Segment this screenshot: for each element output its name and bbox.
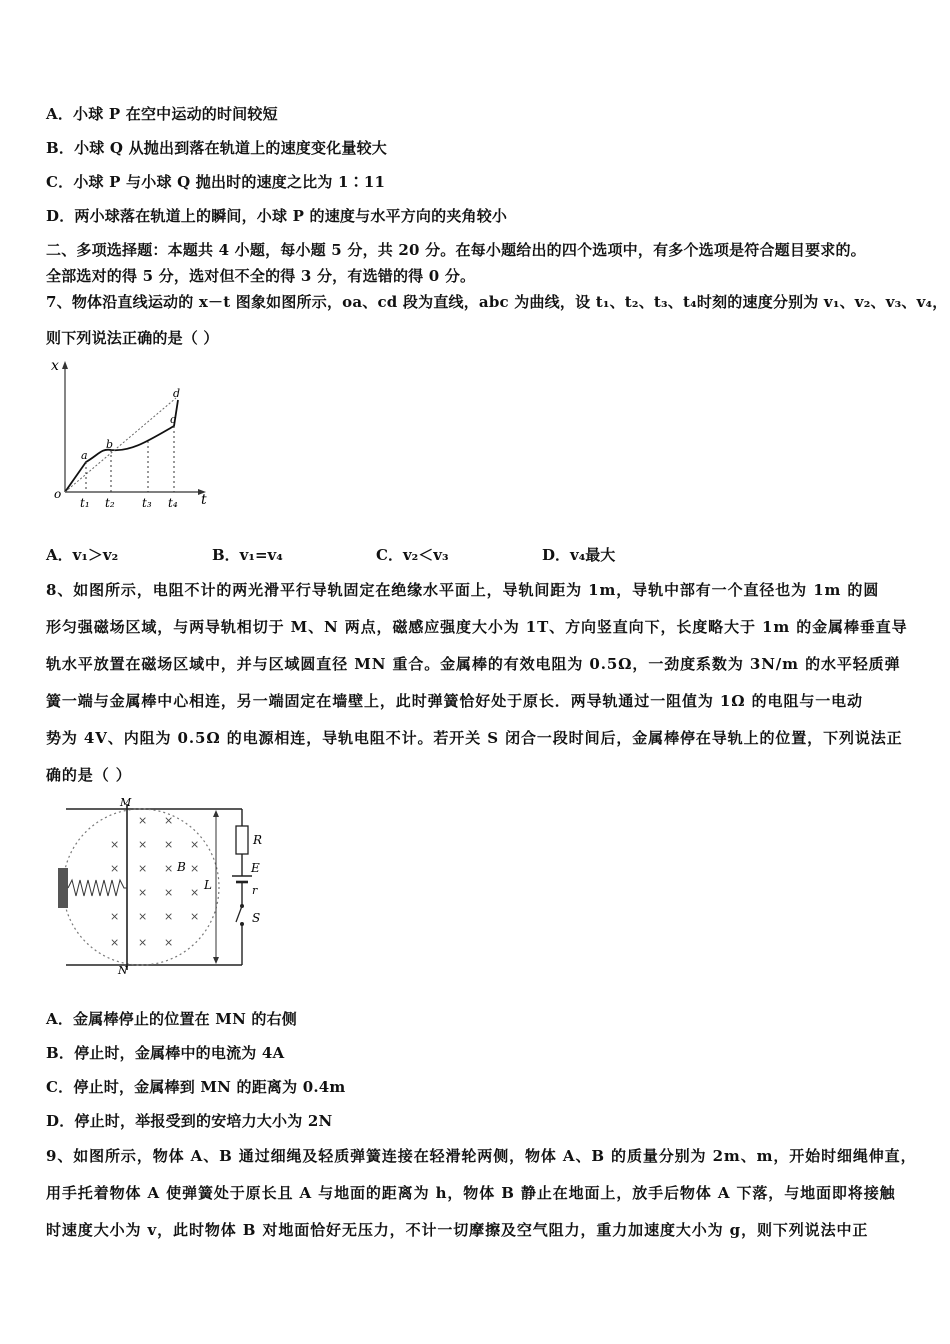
reference-line [65,398,176,492]
field-cross-2-2: × [164,862,174,875]
field-cross-0-4: × [110,910,120,923]
axis-label-x: x [51,358,59,374]
q8-stem-line-2: 形匀强磁场区域，与两导轨相切于 M、N 两点，磁感应强度大小为 1T、方向竖直向下，长度略大于 1m 的金属棒垂直导 [46,618,908,636]
field-cross-1-3: × [138,886,148,899]
label-m: M [120,796,132,809]
tick-t1-label: t₁ [80,496,90,510]
label-l: L [204,878,212,892]
point-a-label: a [81,449,88,462]
q7-option-b: B．v₁=v₄ [212,546,283,564]
label-s: S [252,911,261,925]
field-cross-2-5: × [164,936,174,949]
spring [68,880,127,896]
field-cross-3-4: × [190,910,200,923]
q8-stem-line-6: 确的是（ ） [46,766,132,784]
q6-option-a: A．小球 P 在空中运动的时间较短 [46,105,278,123]
origin-label: o [54,487,62,501]
axis-label-t: t [201,492,207,508]
q6-option-d: D．两小球落在轨道上的瞬间，小球 P 的速度与水平方向的夹角较小 [46,207,508,225]
field-cross-1-5: × [138,936,148,949]
field-cross-0-1: × [110,838,120,851]
section2-heading: 二、多项选择题：本题共 4 小题，每小题 5 分，共 20 分。在每小题给出的四个选项中，有多个选项是符合题目要求的。 [46,241,866,259]
field-cross-2-1: × [164,838,174,851]
label-internal-r: r [252,884,258,897]
field-cross-2-0: × [164,814,174,827]
point-b-label: b [106,438,114,451]
q8-stem-line-4: 簧一端与金属棒中心相连，另一端固定在墙壁上，此时弹簧恰好处于原长．两导轨通过一阻值为 1Ω 的电阻与一电动 [46,692,863,710]
q7-stem-line-1: 7、物体沿直线运动的 x－t 图象如图所示，oa、cd 段为直线，abc 为曲线，设 t₁、t₂、t₃、t₄时刻的速度分别为 v₁、v₂、v₃、v₄， [46,293,948,311]
q8-circuit-figure [46,796,276,976]
wall-block [58,868,68,908]
field-cross-1-1: × [138,838,148,851]
q7-stem-line-2: 则下列说法正确的是（ ） [46,329,219,347]
q9-stem-line-2: 用手托着物体 A 使弹簧处于原长且 A 与地面的距离为 h，物体 B 静止在地面上，放手后物体 A 下落，与地面即将接触 [46,1184,896,1202]
q7-option-a: A．v₁＞v₂ [46,546,119,564]
dimension-arrow-down [213,957,219,964]
field-cross-0-2: × [110,862,120,875]
q7-xt-graph [46,352,216,512]
q8-stem-line-5: 势为 4V、内阻为 0.5Ω 的电源相连，导轨电阻不计。若开关 S 闭合一段时间后，金属棒停在导轨上的位置，下列说法正 [46,729,903,747]
field-cross-1-0: × [138,814,148,827]
tick-t4-label: t₄ [168,496,178,510]
q7-option-d: D．v₄最大 [542,546,616,564]
q9-stem-line-1: 9、如图所示，物体 A、B 通过细绳及轻质弹簧连接在轻滑轮两侧，物体 A、B 的质量分别为 2m、m，开始时细绳伸直， [46,1147,917,1165]
tick-t2-label: t₂ [105,496,115,510]
q8-stem-line-3: 轨水平放置在磁场区域中，并与区域圆直径 MN 重合。金属棒的有效电阻为 0.5Ω，一劲度系数为 3N/m 的水平轻质弹 [46,655,901,673]
label-b: B [177,860,186,874]
section2-scoring: 全部选对的得 5 分，选对但不全的得 3 分，有选错的得 0 分。 [46,267,476,285]
resistor-r [236,826,248,854]
tick-t3-label: t₃ [142,496,152,510]
q8-stem-line-1: 8、如图所示，电阻不计的两光滑平行导轨固定在绝缘水平面上，导轨间距为 1m，导轨中部有一个直径也为 1m 的圆 [46,581,880,599]
field-cross-3-3: × [190,886,200,899]
q8-option-d: D．停止时，举报受到的安培力大小为 2N [46,1112,333,1130]
y-axis-arrow [62,361,68,369]
field-crosses [110,814,199,949]
q8-option-c: C．停止时，金属棒到 MN 的距离为 0.4m [46,1078,346,1096]
label-r: R [253,833,263,847]
q8-option-a: A．金属棒停止的位置在 MN 的右侧 [46,1010,297,1028]
q6-option-b: B．小球 Q 从抛出到落在轨道上的速度变化量较大 [46,139,387,157]
field-cross-3-2: × [190,862,200,875]
label-e: E [251,861,260,875]
field-cross-0-5: × [110,936,120,949]
point-c-label: c [170,413,177,426]
point-d-label: d [173,387,181,400]
label-n: N [118,964,128,976]
q9-stem-line-3: 时速度大小为 v，此时物体 B 对地面恰好无压力，不计一切摩擦及空气阻力，重力加速度大小为 g，则下列说法中正 [46,1221,869,1239]
field-cross-3-1: × [190,838,200,851]
q6-option-c: C．小球 P 与小球 Q 抛出时的速度之比为 1∶11 [46,173,386,191]
switch-blade [236,906,242,922]
dimension-arrow-up [213,810,219,817]
field-cross-2-4: × [164,910,174,923]
field-cross-1-4: × [138,910,148,923]
field-cross-1-2: × [138,862,148,875]
q7-options-row [46,544,906,566]
field-cross-2-3: × [164,886,174,899]
q7-option-c: C．v₂＜v₃ [376,546,449,564]
q8-option-b: B．停止时，金属棒中的电流为 4A [46,1044,285,1062]
